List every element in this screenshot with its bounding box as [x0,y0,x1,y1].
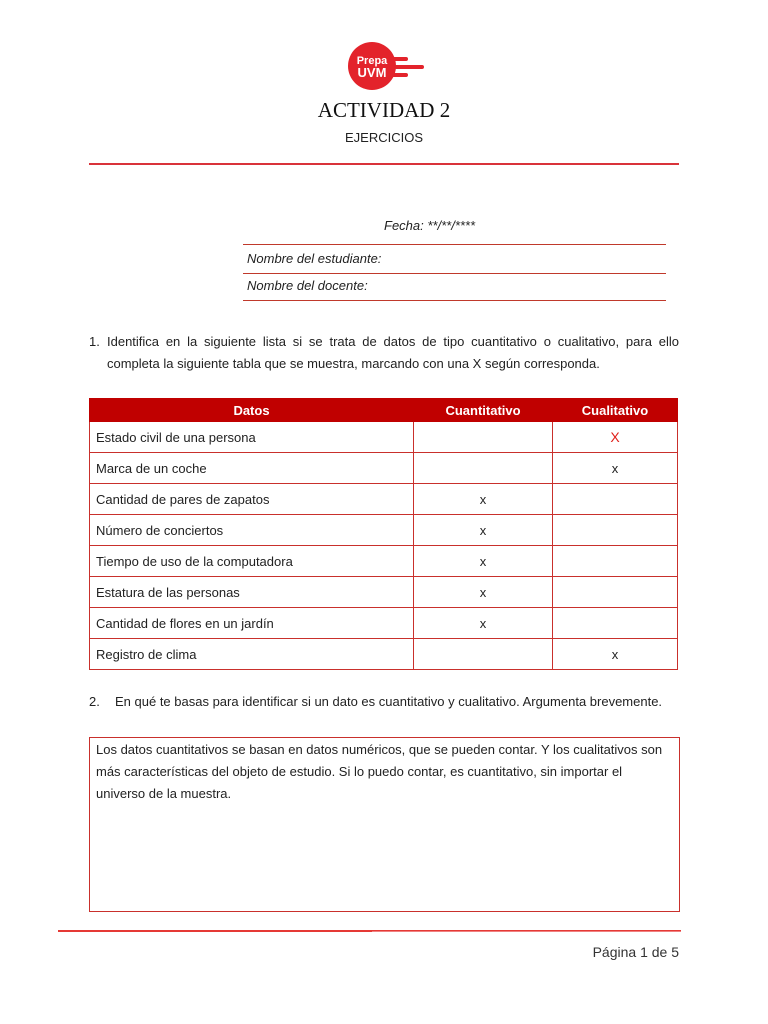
student-name-label: Nombre del estudiante: [247,251,382,266]
prepa-uvm-logo [348,40,430,96]
table-row [90,515,678,546]
cell-cualitativo [553,484,678,515]
data-classification-table [89,398,678,670]
cell-dato: Marca de un coche [90,453,414,484]
header-datos: Datos [90,399,414,422]
table-header-row [90,399,678,422]
cell-dato: Estatura de las personas [90,577,414,608]
cell-cualitativo: X [553,422,678,453]
question-1-number: 1. [89,334,100,349]
student-name-field [243,246,666,274]
logo-line1: Prepa [356,55,388,67]
cell-cualitativo [553,608,678,639]
cell-cuantitativo: x [414,546,553,577]
table-row [90,422,678,453]
table-row [90,577,678,608]
cell-cualitativo [553,546,678,577]
table-row [90,608,678,639]
date-underline [243,244,666,245]
question-1-text: Identifica en la siguiente lista si se trata de datos de tipo cuantitativo o cualitativo, para ello completa la siguiente tabla que se muestra, marcando con una X según corresponda. [107,334,679,371]
cell-dato: Registro de clima [90,639,414,670]
cell-cualitativo [553,577,678,608]
header-cualitativo: Cualitativo [553,399,678,422]
question-1 [89,331,679,375]
cell-cuantitativo [414,639,553,670]
question-2-text: En qué te basas para identificar si un dato es cuantitativo y cualitativo. Argumenta brevemente. [115,694,663,709]
cell-cualitativo: x [553,453,678,484]
cell-dato: Tiempo de uso de la computadora [90,546,414,577]
cell-cuantitativo: x [414,515,553,546]
teacher-name-field [243,274,666,301]
answer-box[interactable]: Los datos cuantitativos se basan en datos numéricos, que se pueden contar. Y los cualitativos son más características del objeto de estudio. Si lo puedo contar, es cuantitativo, sin importar el universo de la muestra. [89,737,680,912]
cell-cuantitativo: x [414,577,553,608]
cell-cuantitativo [414,422,553,453]
cell-dato: Número de conciertos [90,515,414,546]
cell-cuantitativo: x [414,484,553,515]
table-row [90,546,678,577]
footer-divider-accent [372,931,681,932]
cell-cualitativo [553,515,678,546]
date-field: Fecha: **/**/**** [384,218,476,233]
page-title: ACTIVIDAD 2 [317,98,451,122]
page-subtitle: EJERCICIOS [344,130,423,145]
header-cuantitativo: Cuantitativo [414,399,553,422]
table-row [90,453,678,484]
table-row [90,639,678,670]
cell-dato: Estado civil de una persona [90,422,414,453]
cell-dato: Cantidad de flores en un jardín [90,608,414,639]
logo-line2: UVM [357,65,387,80]
cell-cuantitativo: x [414,608,553,639]
cell-cualitativo: x [553,639,678,670]
question-2-number: 2. [89,694,100,709]
cell-dato: Cantidad de pares de zapatos [90,484,414,515]
table-row [90,484,678,515]
teacher-name-label: Nombre del docente: [247,278,368,293]
cell-cuantitativo [414,453,553,484]
question-2 [89,691,679,713]
page-number: Página 1 de 5 [592,944,679,960]
header-divider [89,163,679,165]
